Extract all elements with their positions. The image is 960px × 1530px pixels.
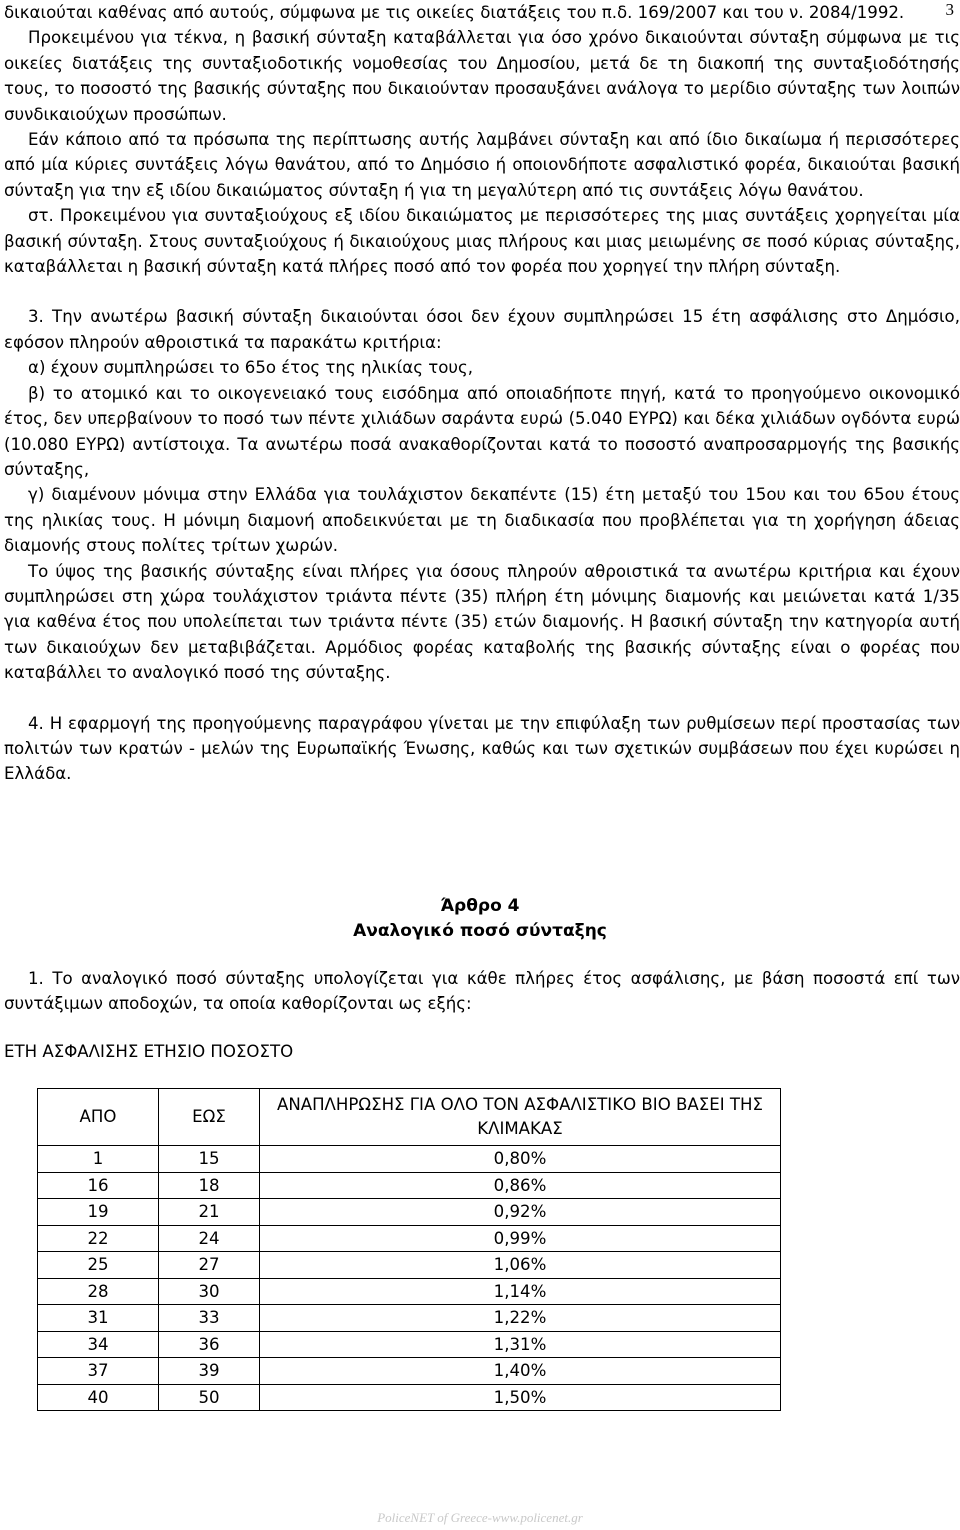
cell-to: 27 <box>159 1252 260 1279</box>
paragraph: Το ύψος της βασικής σύνταξης είναι πλήρες για όσους πληρούν αθροιστικά τα ανωτέρω κριτήρια και έχουν συμπληρώσει στη χώρα τουλάχιστον τριάντα πέντε (35) πλήρη έτη μόνιμης διαμονής και μειώνεται κατά 1/35 για καθένα έτος που υπολείπεται των τριάντα πέντε (35) ετών διαμονής. Η βασική σύνταξη την κατηγορία αυτή των δικαιούχων δεν μεταβιβάζεται. Αρμόδιος φορέας καταβολής της βασικής σύνταξης είναι ο φορέας που καταβάλλει το αναλογικό ποσό της σύνταξης. <box>4 561 960 683</box>
cell-rate: 1,14% <box>260 1278 781 1305</box>
paragraph: στ. Προκειμένου για συνταξιούχους εξ ιδίου δικαιώματος με περισσότερες της μιας συντάξεις χορηγείται μία βασική σύνταξη. Στους συνταξιούχους ή δικαιούχους μιας πλήρους και μιας μειωμένης σε ποσό κύριας σύνταξης, καταβάλλεται η βασική σύνταξη κατά πλήρες ποσό από τον φορέα που χορηγεί την πλήρη σύνταξη. <box>4 206 960 277</box>
cell-rate: 0,80% <box>260 1146 781 1173</box>
cell-to: 18 <box>159 1172 260 1199</box>
header-rate: ΑΝΑΠΛΗΡΩΣΗΣ ΓΙΑ ΟΛΟ ΤΟΝ ΑΣΦΑΛΙΣΤΙΚΟ ΒΙΟ ΒΑΣΕΙ ΤΗΣ ΚΛΙΜΑΚΑΣ <box>260 1089 781 1146</box>
table-row <box>38 1252 781 1279</box>
cell-rate: 1,22% <box>260 1305 781 1332</box>
cell-from: 19 <box>38 1199 159 1226</box>
cell-to: 30 <box>159 1278 260 1305</box>
cell-from: 28 <box>38 1278 159 1305</box>
paragraph: δικαιούται καθένας από αυτούς, σύμφωνα με τις οικείες διατάξεις του π.δ. 169/2007 και του ν. 2084/1992. <box>4 3 905 22</box>
cell-rate: 1,40% <box>260 1358 781 1385</box>
table-row <box>38 1384 781 1411</box>
cell-from: 37 <box>38 1358 159 1385</box>
cell-rate: 0,86% <box>260 1172 781 1199</box>
paragraph: 4. Η εφαρμογή της προηγούμενης παραγράφου γίνεται με την επιφύλαξη των ρυθμίσεων περί προστασίας των πολιτών των κρατών - μελών της Ευρωπαϊκής Ένωσης, καθώς και των σχετικών συμβάσεων που έχει κυρώσει η Ελλάδα. <box>4 713 960 784</box>
cell-from: 16 <box>38 1172 159 1199</box>
cell-from: 22 <box>38 1225 159 1252</box>
table-row <box>38 1305 781 1332</box>
body-text-top <box>4 0 960 787</box>
cell-to: 36 <box>159 1331 260 1358</box>
paragraph: Προκειμένου για τέκνα, η βασική σύνταξη καταβάλλεται για όσο χρόνο δικαιούνται σύνταξη σύμφωνα με τις οικείες διατάξεις της συνταξιοδοτικής νομοθεσίας του Δημοσίου, μετά δε τη διακοπή της συνταξιοδότησής τους, το ποσοστό της βασικής σύνταξης που δικαιούνταν προσαυξάνει ανάλογα το μερίδιο σύνταξης των λοιπών συνδικαιούχων προσώπων. <box>4 28 960 124</box>
cell-to: 24 <box>159 1225 260 1252</box>
cell-to: 39 <box>159 1358 260 1385</box>
page-number: 3 <box>945 0 954 19</box>
paragraph: 1. Το αναλογικό ποσό σύνταξης υπολογίζεται για κάθε πλήρες έτος ασφάλισης, με βάση ποσοστά επί των συντάξιμων αποδοχών, τα οποία καθορίζονται ως εξής: <box>4 969 960 1014</box>
cell-rate: 0,92% <box>260 1199 781 1226</box>
footer-watermark: PoliceNET of Greece-www.policenet.gr <box>377 1510 583 1525</box>
cell-rate: 1,31% <box>260 1331 781 1358</box>
cell-from: 40 <box>38 1384 159 1411</box>
cell-rate: 1,06% <box>260 1252 781 1279</box>
table-row <box>38 1358 781 1385</box>
article-number: Άρθρο 4 <box>440 896 520 916</box>
header-from: ΑΠΟ <box>38 1089 159 1146</box>
cell-from: 25 <box>38 1252 159 1279</box>
table-row <box>38 1199 781 1226</box>
cell-to: 15 <box>159 1146 260 1173</box>
cell-to: 50 <box>159 1384 260 1411</box>
paragraph: α) έχουν συμπληρώσει το 65ο έτος της ηλικίας τους, <box>28 358 474 378</box>
paragraph: γ) διαμένουν μόνιμα στην Ελλάδα για τουλάχιστον δεκαπέντε (15) έτη μεταξύ του 15ου και του 65ου έτους της ηλικίας τους. Η μόνιμη διαμονή αποδεικνύεται με τη διαδικασία που προβλέπεται για τη χορήγηση άδειας διαμονής στους πολίτες τρίτων χωρών. <box>4 485 960 556</box>
paragraph: Εάν κάποιο από τα πρόσωπα της περίπτωσης αυτής λαμβάνει σύνταξη και από ίδιο δικαίωμα ή περισσότερες από μία κύριες συντάξεις λόγω θανάτου, από το Δημόσιο ή οποιονδήποτε ασφαλιστικό φορέα, δικαιούται βασική σύνταξη για την εξ ιδίου δικαιώματος σύνταξη ή για τη μεγαλύτερη από τις συντάξεις λόγω θανάτου. <box>4 130 960 200</box>
pension-rates-table <box>37 1088 781 1411</box>
article-title: Αναλογικό ποσό σύνταξης <box>353 921 607 941</box>
paragraph: β) το ατομικό και το οικογενειακό τους εισόδημα από οποιαδήποτε πηγή, κατά το προηγούμενο οικονομικό έτος, δεν υπερβαίνουν το ποσό των πέντε χιλιάδων σαράντα ευρώ (5.040 ΕΥΡΩ) και δέκα χιλιάδων ογδόντα ευρώ (10.080 ΕΥΡΩ) αντίστοιχα. Τα ανωτέρω ποσά ανακαθορίζονται κατά το ποσοστό αναπροσαρμογής της βασικής σύνταξης, <box>4 383 960 479</box>
table-row <box>38 1146 781 1173</box>
table-label: ΕΤΗ ΑΣΦΑΛΙΣΗΣ ΕΤΗΣΙΟ ΠΟΣΟΣΤΟ <box>4 1042 294 1061</box>
table-row <box>38 1172 781 1199</box>
article-paragraph <box>4 966 960 1017</box>
table-row <box>38 1278 781 1305</box>
table-header-row <box>38 1089 781 1146</box>
table-row <box>38 1331 781 1358</box>
cell-from: 34 <box>38 1331 159 1358</box>
cell-rate: 1,50% <box>260 1384 781 1411</box>
cell-from: 31 <box>38 1305 159 1332</box>
cell-rate: 0,99% <box>260 1225 781 1252</box>
cell-to: 33 <box>159 1305 260 1332</box>
cell-from: 1 <box>38 1146 159 1173</box>
table-row <box>38 1225 781 1252</box>
header-to: ΕΩΣ <box>159 1089 260 1146</box>
cell-to: 21 <box>159 1199 260 1226</box>
paragraph: 3. Την ανωτέρω βασική σύνταξη δικαιούνται όσοι δεν έχουν συμπληρώσει 15 έτη ασφάλισης στο Δημόσιο, εφόσον πληρούν αθροιστικά τα παρακάτω κριτήρια: <box>4 307 960 352</box>
